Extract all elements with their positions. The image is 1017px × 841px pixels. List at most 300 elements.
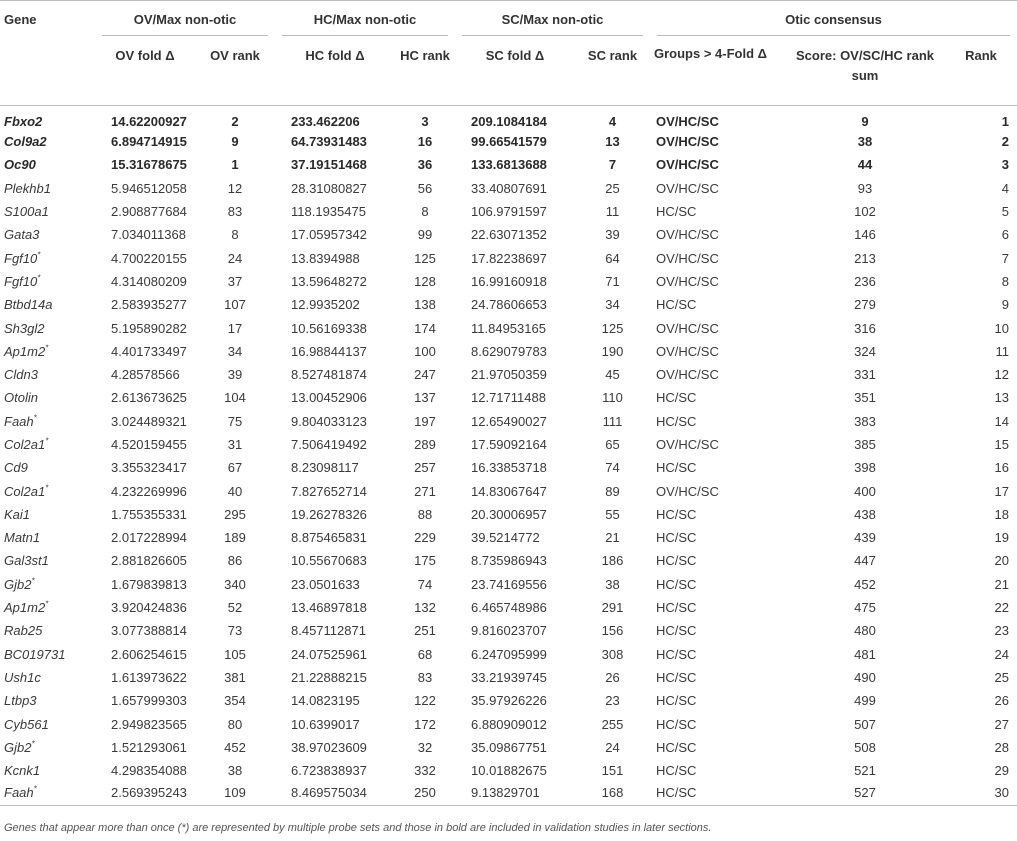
cell-gene <box>0 386 95 409</box>
cell-groups: HC/SC <box>656 204 697 220</box>
gene-name: Faah <box>4 413 34 429</box>
gene-name: Col2a1 <box>4 437 46 452</box>
cell-ov-rank: 38 <box>227 763 243 779</box>
cell-groups: HC/SC <box>656 506 697 522</box>
cell-gene <box>0 666 95 689</box>
cell-rank: 23 <box>994 623 1009 639</box>
cell-score: 279 <box>854 297 876 313</box>
cell-ov-fold: 4.401733497 <box>111 343 187 359</box>
cell-score: 508 <box>854 739 876 755</box>
table-row <box>0 596 1017 619</box>
cell-groups: HC/SC <box>656 646 697 662</box>
cell-sc-rank: 45 <box>605 367 620 383</box>
header-row-groups <box>0 1 1017 38</box>
cell-sc-fold: 106.9791597 <box>471 204 547 220</box>
gene-name: Cyb561 <box>4 716 49 732</box>
cell-groups: HC/SC <box>650 782 785 805</box>
table-row <box>0 712 1017 735</box>
table-row <box>0 526 1017 549</box>
table-row <box>0 456 1017 479</box>
cell-hc-rank: 172 <box>414 716 436 732</box>
cell-gene <box>0 573 95 596</box>
table-row <box>0 246 1017 269</box>
cell-rank: 26 <box>994 693 1009 709</box>
cell-sc-fold: 16.33853718 <box>471 460 547 476</box>
header-hc-fold: HC fold Δ <box>275 37 395 106</box>
cell-sc-rank: 151 <box>601 763 624 779</box>
table-row <box>0 130 1017 153</box>
cell-hc-rank: 125 <box>414 250 436 266</box>
cell-hc-fold: 12.9935202 <box>291 297 360 313</box>
header-group-sc: SC/Max non-otic <box>455 1 650 38</box>
cell-gene <box>0 456 95 479</box>
cell-sc-fold: 8.735986943 <box>471 553 547 569</box>
cell-gene <box>0 712 95 735</box>
cell-gene <box>0 293 95 316</box>
header-rank: Rank <box>945 37 1017 106</box>
table-row <box>0 200 1017 223</box>
cell-ov-rank: 8 <box>231 227 239 243</box>
header-hc-rank: HC rank <box>395 37 455 106</box>
header-group-ov: OV/Max non-otic <box>95 1 275 38</box>
cell-rank: 4 <box>1001 180 1009 196</box>
cell-groups: HC/SC <box>656 530 697 546</box>
cell-ov-rank: 2 <box>231 114 239 129</box>
cell-rank: 18 <box>994 506 1009 522</box>
cell-sc-fold: 11.84953165 <box>471 320 546 336</box>
cell-sc-fold: 33.21939745 <box>471 669 547 685</box>
cell-rank: 7 <box>1001 250 1009 266</box>
cell-hc-fold: 10.6399017 <box>291 716 360 732</box>
gene-name: Col9a2 <box>4 134 47 150</box>
table-row <box>0 549 1017 572</box>
cell-sc-rank: 64 <box>605 250 620 266</box>
cell-hc-rank: 122 <box>414 693 436 709</box>
cell-sc-rank: 156 <box>601 623 624 639</box>
header-row-columns <box>0 37 1017 106</box>
cell-sc-rank: 34 <box>605 297 620 313</box>
cell-sc-fold: 16.99160918 <box>471 273 547 289</box>
cell-hc-rank: 138 <box>414 297 436 313</box>
cell-ov-rank: 107 <box>224 297 246 313</box>
cell-hc-rank: 257 <box>414 460 436 476</box>
cell-rank: 6 <box>1001 227 1009 243</box>
cell-score: 481 <box>854 646 876 662</box>
cell-hc-rank: 74 <box>417 576 433 592</box>
gene-name: Col2a1 <box>4 483 46 499</box>
cell-hc-rank: 56 <box>417 180 433 196</box>
cell-rank: 10 <box>994 320 1009 336</box>
cell-ov-rank: 73 <box>227 623 243 639</box>
cell-ov-fold: 2.606254615 <box>111 646 187 662</box>
cell-hc-rank: 68 <box>417 646 433 662</box>
gene-name: Gjb2 <box>4 576 32 592</box>
cell-sc-rank: 74 <box>605 460 620 476</box>
header-score: Score: OV/SC/HC rank sum <box>785 37 945 106</box>
cell-score: 316 <box>854 320 876 336</box>
cell-ov-fold: 4.700220155 <box>111 250 187 266</box>
cell-hc-rank: 83 <box>417 669 433 685</box>
header-sc-rank: SC rank <box>575 37 650 106</box>
cell-hc-rank: 271 <box>414 483 436 499</box>
gene-name: Gata3 <box>4 227 40 243</box>
header-gene: Gene <box>0 1 95 38</box>
cell-sc-rank: 23 <box>605 693 620 709</box>
cell-hc-fold: 7.827652714 <box>291 483 367 499</box>
probe-set-asterisk: * <box>45 436 49 446</box>
cell-gene <box>0 246 95 269</box>
cell-sc-fold: 17.82238697 <box>471 250 547 266</box>
cell-gene <box>0 549 95 572</box>
cell-ov-fold: 2.908877684 <box>111 204 187 220</box>
cell-gene <box>0 433 95 456</box>
cell-sc-rank: 71 <box>605 273 620 289</box>
cell-ov-rank: 381 <box>224 669 246 685</box>
cell-sc-fold: 20.30006957 <box>471 506 547 522</box>
cell-ov-rank: 39 <box>227 367 243 383</box>
cell-hc-fold: 13.00452906 <box>291 390 367 406</box>
cell-sc-rank: 38 <box>605 576 620 592</box>
cell-ov-fold: 3.355323417 <box>111 460 187 476</box>
gene-name: Ap1m2 <box>4 343 46 359</box>
cell-hc-fold: 10.55670683 <box>291 553 367 569</box>
cell-groups: HC/SC <box>656 716 697 732</box>
cell-sc-fold: 24.78606653 <box>471 297 547 313</box>
cell-groups: OV/HC/SC <box>656 367 719 383</box>
table-row <box>0 479 1017 502</box>
table-row <box>0 153 1017 176</box>
cell-sc-rank: 13 <box>605 134 620 150</box>
cell-gene <box>0 759 95 782</box>
cell-ov-rank: 80 <box>227 716 243 732</box>
header-ov-fold: OV fold Δ <box>95 37 195 106</box>
cell-rank: 11 <box>995 343 1009 359</box>
cell-gene <box>0 316 95 339</box>
cell-sc-rank: 291 <box>601 600 624 616</box>
cell-sc-fold: 21.97050359 <box>471 367 547 383</box>
cell-hc-rank: 229 <box>414 530 436 546</box>
cell-rank: 8 <box>1001 273 1009 289</box>
cell-ov-rank: 295 <box>224 506 246 522</box>
cell-score: 480 <box>854 623 876 639</box>
cell-ov-fold: 6.894714915 <box>111 134 187 150</box>
cell-sc-fold: 22.63071352 <box>471 227 547 243</box>
table-row <box>0 759 1017 782</box>
cell-groups: OV/HC/SC <box>656 343 719 359</box>
cell-gene <box>0 619 95 642</box>
cell-score: 9 <box>861 114 869 129</box>
cell-ov-rank: 17 <box>227 320 243 336</box>
table-row <box>0 433 1017 456</box>
gene-name: Kcnk1 <box>4 763 41 779</box>
cell-sc-rank: 168 <box>575 782 650 805</box>
cell-sc-rank: 110 <box>602 390 623 406</box>
header-empty <box>0 37 95 106</box>
cell-sc-fold: 23.74169556 <box>471 576 547 592</box>
cell-score: 499 <box>854 693 876 709</box>
cell-hc-rank: 99 <box>417 227 433 243</box>
cell-gene <box>0 340 95 363</box>
cell-ov-fold: 14.62200927 <box>111 114 187 129</box>
cell-score: 324 <box>854 343 876 359</box>
cell-ov-rank: 86 <box>227 553 243 569</box>
gene-name: Ush1c <box>4 669 41 685</box>
header-groups: Groups > 4-Fold Δ <box>650 37 785 106</box>
cell-hc-rank: 128 <box>414 273 436 289</box>
cell-ov-fold: 2.881826605 <box>111 553 187 569</box>
cell-gene <box>0 782 95 805</box>
cell-gene <box>0 410 95 433</box>
cell-groups: HC/SC <box>656 693 697 709</box>
cell-rank: 17 <box>994 483 1009 499</box>
cell-sc-fold: 6.880909012 <box>471 716 547 732</box>
gene-name: Fbxo2 <box>4 114 43 129</box>
cell-sc-rank: 11 <box>605 204 620 220</box>
cell-hc-rank: 197 <box>414 413 436 429</box>
table-row <box>0 270 1017 293</box>
cell-score: 213 <box>854 250 876 266</box>
cell-hc-fold: 19.26278326 <box>291 506 367 522</box>
cell-sc-fold: 12.71711488 <box>471 390 546 406</box>
gene-name: Matn1 <box>4 530 41 546</box>
cell-hc-fold: 17.05957342 <box>291 227 367 243</box>
table-row <box>0 363 1017 386</box>
cell-rank: 12 <box>994 367 1009 383</box>
cell-groups: HC/SC <box>656 669 697 685</box>
cell-sc-fold: 14.83067647 <box>471 483 547 499</box>
cell-gene <box>0 526 95 549</box>
cell-rank: 9 <box>1001 297 1009 313</box>
cell-gene <box>0 223 95 246</box>
cell-ov-rank: 24 <box>227 250 243 266</box>
cell-groups: HC/SC <box>656 623 697 639</box>
cell-hc-fold: 118.1935475 <box>291 204 366 220</box>
cell-hc-fold: 8.875465831 <box>291 530 367 546</box>
cell-rank: 14 <box>994 413 1009 429</box>
cell-hc-rank: 137 <box>414 390 436 406</box>
cell-gene <box>0 736 95 759</box>
cell-sc-fold: 6.465748986 <box>471 600 547 616</box>
cell-hc-rank: 132 <box>414 600 436 616</box>
cell-ov-fold: 1.679839813 <box>111 576 187 592</box>
table-row <box>0 177 1017 200</box>
cell-ov-fold: 4.520159455 <box>111 437 187 452</box>
cell-hc-rank: 175 <box>414 553 436 569</box>
cell-rank: 19 <box>994 530 1009 546</box>
cell-sc-fold: 99.66541579 <box>471 134 547 150</box>
probe-set-asterisk: * <box>45 483 49 493</box>
gene-name: Rab25 <box>4 623 43 639</box>
cell-rank: 22 <box>994 600 1009 616</box>
gene-name: Otolin <box>4 390 38 406</box>
table-row <box>0 782 1017 805</box>
cell-score: 490 <box>854 669 876 685</box>
table-row <box>0 316 1017 339</box>
cell-groups: OV/HC/SC <box>656 273 719 289</box>
cell-groups: HC/SC <box>656 413 697 429</box>
cell-sc-fold: 12.65490027 <box>471 413 547 429</box>
cell-ov-fold: 1.521293061 <box>111 739 187 755</box>
gene-name: Fgf10 <box>4 250 38 266</box>
cell-sc-rank: 25 <box>605 180 620 196</box>
cell-sc-rank: 26 <box>605 669 620 685</box>
header-group-otic: Otic consensus <box>650 1 1017 38</box>
cell-ov-rank: 83 <box>227 204 243 220</box>
table-row <box>0 223 1017 246</box>
cell-gene <box>0 689 95 712</box>
cell-groups: HC/SC <box>656 600 697 616</box>
cell-sc-fold: 39.5214772 <box>471 530 540 546</box>
cell-score: 439 <box>854 530 876 546</box>
probe-set-asterisk: * <box>33 784 37 794</box>
cell-sc-fold: 9.13829701 <box>455 782 575 805</box>
gene-name: S100a1 <box>4 204 49 220</box>
cell-sc-rank: 111 <box>602 413 623 429</box>
cell-sc-rank: 7 <box>608 157 617 173</box>
cell-groups: HC/SC <box>656 460 697 476</box>
cell-rank: 29 <box>994 763 1009 779</box>
cell-gene <box>0 503 95 526</box>
cell-score: 527 <box>785 782 945 805</box>
cell-score: 102 <box>854 204 876 220</box>
cell-gene <box>0 596 95 619</box>
cell-hc-rank: 247 <box>414 367 436 383</box>
cell-hc-fold: 23.0501633 <box>291 576 360 592</box>
cell-sc-rank: 21 <box>605 530 620 546</box>
cell-groups: HC/SC <box>656 763 697 779</box>
cell-hc-fold: 9.804033123 <box>291 413 367 429</box>
cell-hc-fold: 13.46897818 <box>291 600 367 616</box>
cell-score: 521 <box>854 763 876 779</box>
gene-name: BC019731 <box>4 646 66 662</box>
cell-gene <box>0 363 95 386</box>
table-body <box>0 106 1017 806</box>
gene-name: Gjb2 <box>4 739 32 755</box>
cell-ov-fold: 1.755355331 <box>111 506 187 522</box>
cell-ov-rank: 104 <box>224 390 246 406</box>
header-ov-rank: OV rank <box>195 37 275 106</box>
table-row <box>0 293 1017 316</box>
gene-name: Ltbp3 <box>4 693 37 709</box>
cell-ov-rank: 189 <box>224 530 246 546</box>
cell-ov-rank: 105 <box>224 646 246 662</box>
cell-rank: 30 <box>945 782 1017 805</box>
cell-ov-rank: 12 <box>227 180 243 196</box>
cell-score: 452 <box>854 576 876 592</box>
probe-set-asterisk: * <box>31 576 35 586</box>
cell-ov-rank: 67 <box>227 460 243 476</box>
probe-set-asterisk: * <box>45 343 49 353</box>
cell-gene <box>0 130 95 153</box>
cell-groups: OV/HC/SC <box>656 227 719 243</box>
table-row <box>0 689 1017 712</box>
cell-gene <box>0 177 95 200</box>
table-row <box>0 643 1017 666</box>
cell-hc-fold: 7.506419492 <box>291 437 367 452</box>
cell-hc-rank: 332 <box>414 763 436 779</box>
cell-rank: 20 <box>994 553 1009 569</box>
cell-ov-rank: 109 <box>195 782 275 805</box>
header-sc-fold: SC fold Δ <box>455 37 575 106</box>
cell-groups: HC/SC <box>656 739 697 755</box>
cell-score: 146 <box>854 227 876 243</box>
cell-groups: OV/HC/SC <box>656 157 719 173</box>
cell-ov-fold: 2.569395243 <box>95 782 195 805</box>
cell-ov-fold: 2.949823565 <box>111 716 187 732</box>
cell-ov-fold: 4.298354088 <box>111 763 187 779</box>
table-row <box>0 386 1017 409</box>
cell-rank: 15 <box>994 437 1009 452</box>
cell-hc-fold: 8.23098117 <box>291 460 359 476</box>
cell-gene <box>0 270 95 293</box>
cell-ov-rank: 354 <box>224 693 246 709</box>
cell-hc-fold: 16.98844137 <box>291 343 367 359</box>
cell-ov-rank: 75 <box>227 413 243 429</box>
cell-ov-fold: 4.232269996 <box>111 483 187 499</box>
cell-hc-fold: 8.469575034 <box>275 782 395 805</box>
gene-name: Kai1 <box>4 506 31 522</box>
cell-ov-rank: 40 <box>227 483 243 499</box>
cell-rank: 5 <box>1001 204 1009 220</box>
table-row <box>0 340 1017 363</box>
table-row <box>0 736 1017 759</box>
table-footnote: Genes that appear more than once (*) are represented by multiple probe sets and those in bold are included in validation studies in later sections. <box>4 822 712 834</box>
cell-ov-fold: 5.946512058 <box>111 180 187 196</box>
gene-name: Cd9 <box>4 460 28 476</box>
cell-sc-fold: 33.40807691 <box>471 180 547 196</box>
cell-score: 93 <box>857 180 873 196</box>
cell-ov-rank: 37 <box>227 273 243 289</box>
cell-hc-fold: 13.8394988 <box>291 250 360 266</box>
cell-hc-fold: 8.527481874 <box>291 367 367 383</box>
table-row <box>0 503 1017 526</box>
cell-sc-fold: 8.629079783 <box>471 343 547 359</box>
cell-ov-fold: 7.034011368 <box>111 227 186 243</box>
cell-hc-rank: 88 <box>417 506 433 522</box>
cell-sc-rank: 190 <box>601 343 624 359</box>
cell-sc-fold: 133.6813688 <box>471 157 547 173</box>
cell-hc-rank: 251 <box>414 623 436 639</box>
cell-ov-rank: 34 <box>227 343 243 359</box>
cell-groups: OV/HC/SC <box>656 250 719 266</box>
probe-set-asterisk: * <box>37 250 41 260</box>
cell-ov-fold: 3.920424836 <box>111 600 187 616</box>
probe-set-asterisk: * <box>31 739 35 749</box>
cell-hc-rank: 174 <box>414 320 436 336</box>
probe-set-asterisk: * <box>45 599 49 609</box>
table-row <box>0 410 1017 433</box>
cell-groups: HC/SC <box>656 297 697 313</box>
cell-score: 331 <box>854 367 876 383</box>
probe-set-asterisk: * <box>33 413 37 423</box>
gene-name: Cldn3 <box>4 367 38 383</box>
gene-name: Gal3st1 <box>4 553 49 569</box>
cell-ov-fold: 4.28578566 <box>111 367 180 383</box>
cell-ov-rank: 31 <box>227 437 243 452</box>
cell-sc-rank: 255 <box>601 716 624 732</box>
cell-sc-rank: 186 <box>601 553 624 569</box>
cell-sc-fold: 6.247095999 <box>471 646 547 662</box>
cell-hc-fold: 21.22888215 <box>291 669 367 685</box>
cell-sc-fold: 17.59092164 <box>471 437 547 452</box>
cell-score: 383 <box>854 413 876 429</box>
cell-ov-fold: 4.314080209 <box>111 273 187 289</box>
table-row <box>0 106 1017 131</box>
cell-groups: OV/HC/SC <box>656 114 719 129</box>
cell-hc-rank: 36 <box>417 157 433 173</box>
cell-sc-rank: 125 <box>601 320 624 336</box>
cell-hc-fold: 38.97023609 <box>291 739 367 755</box>
